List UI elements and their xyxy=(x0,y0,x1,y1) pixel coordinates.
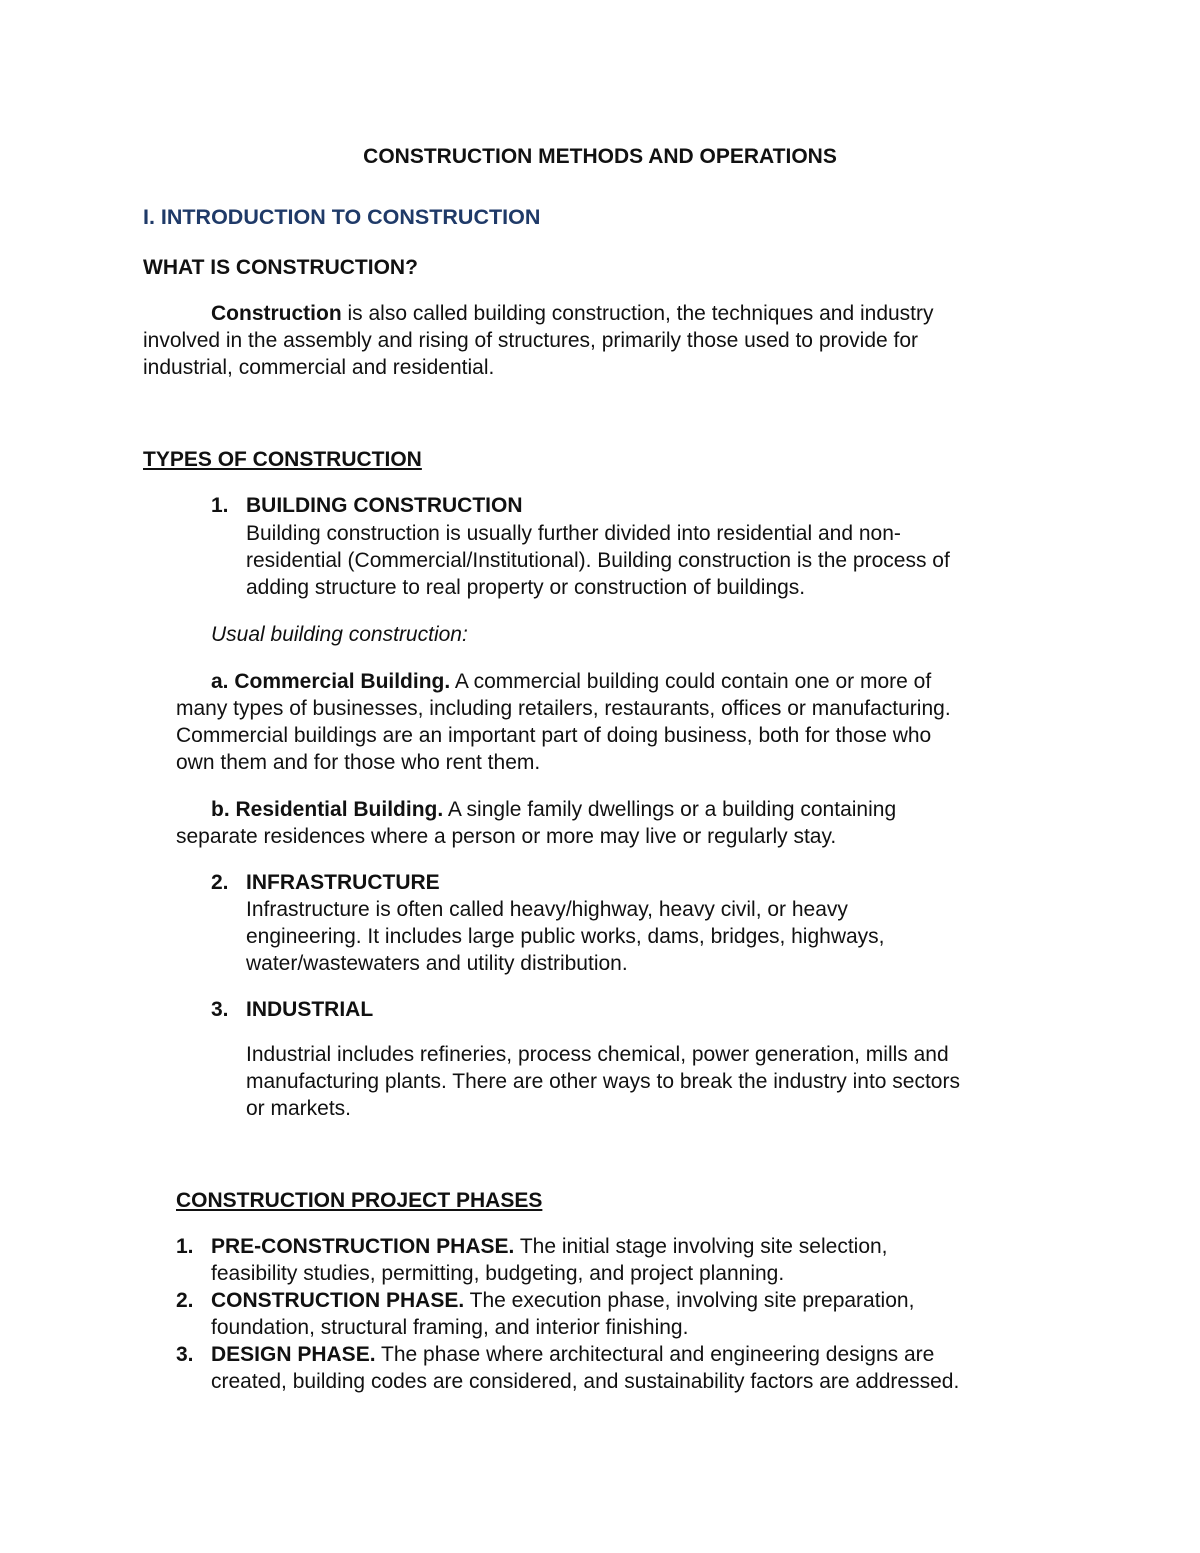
commercial-term: a. Commercial Building. xyxy=(211,670,451,693)
building-text-2: residential (Commercial/Institutional). Building construction is the process of xyxy=(246,549,950,572)
infrastructure-text-2: engineering. It includes large public works, dams, bridges, highways, xyxy=(246,925,885,948)
industrial-title: INDUSTRIAL xyxy=(246,998,374,1021)
list-number: 2. xyxy=(176,1289,194,1312)
phase-3-text-1: The phase where architectural and engineering designs are xyxy=(375,1343,935,1366)
list-number: 2. xyxy=(211,871,229,894)
infrastructure-text-1: Infrastructure is often called heavy/highway, heavy civil, or heavy xyxy=(246,898,848,921)
definition-line-1 xyxy=(211,300,934,327)
building-text-3: adding structure to real property or construction of buildings. xyxy=(246,576,806,599)
definition-text-1: is also called building construction, the techniques and industry xyxy=(341,302,934,325)
document-title: CONSTRUCTION METHODS AND OPERATIONS xyxy=(363,145,837,168)
building-text-1: Building construction is usually further divided into residential and non- xyxy=(246,522,901,545)
commercial-text-4: own them and for those who rent them. xyxy=(176,751,541,774)
definition-line-2: involved in the assembly and rising of structures, primarily those used to provide for xyxy=(143,329,919,352)
definition-term: Construction xyxy=(211,302,342,325)
phase-1-text-2: feasibility studies, permitting, budgeting, and project planning. xyxy=(211,1262,785,1285)
phase-1-text-1: The initial stage involving site selection, xyxy=(514,1235,888,1258)
list-number: 1. xyxy=(176,1235,194,1258)
residential-line-1 xyxy=(211,796,896,823)
phase-3-line-1 xyxy=(211,1341,934,1368)
phase-2-text-1: The execution phase, involving site preparation, xyxy=(464,1289,915,1312)
commercial-text-2: many types of businesses, including retailers, restaurants, offices or manufacturing. xyxy=(176,697,951,720)
industrial-text-3: or markets. xyxy=(246,1097,352,1120)
section-heading-introduction: I. INTRODUCTION TO CONSTRUCTION xyxy=(143,205,541,229)
list-number: 3. xyxy=(211,998,229,1021)
residential-term: b. Residential Building. xyxy=(211,798,444,821)
section-heading-types: TYPES OF CONSTRUCTION xyxy=(143,448,422,471)
list-number: 3. xyxy=(176,1343,194,1366)
phase-2-line-1 xyxy=(211,1287,914,1314)
phase-2-term: CONSTRUCTION PHASE. xyxy=(211,1289,465,1312)
usual-building-label: Usual building construction: xyxy=(211,623,468,646)
subheading-what-is-construction: WHAT IS CONSTRUCTION? xyxy=(143,256,418,279)
infrastructure-title: INFRASTRUCTURE xyxy=(246,871,440,894)
phase-1-term: PRE-CONSTRUCTION PHASE. xyxy=(211,1235,515,1258)
list-number: 1. xyxy=(211,494,229,517)
residential-text-2: separate residences where a person or more may live or regularly stay. xyxy=(176,825,837,848)
commercial-text-1: A commercial building could contain one or more of xyxy=(450,670,932,693)
phase-3-text-2: created, building codes are considered, and sustainability factors are addressed. xyxy=(211,1370,960,1393)
infrastructure-text-3: water/wastewaters and utility distribution. xyxy=(246,952,628,975)
residential-text-1: A single family dwellings or a building containing xyxy=(443,798,897,821)
definition-line-3: industrial, commercial and residential. xyxy=(143,356,495,379)
phase-3-term: DESIGN PHASE. xyxy=(211,1343,376,1366)
building-construction-title: BUILDING CONSTRUCTION xyxy=(246,494,523,517)
section-heading-phases: CONSTRUCTION PROJECT PHASES xyxy=(176,1189,543,1212)
phase-1-line-1 xyxy=(211,1233,888,1260)
commercial-line-1 xyxy=(211,668,931,695)
industrial-text-2: manufacturing plants. There are other ways to break the industry into sectors xyxy=(246,1070,960,1093)
commercial-text-3: Commercial buildings are an important part of doing business, both for those who xyxy=(176,724,932,747)
phase-2-text-2: foundation, structural framing, and interior finishing. xyxy=(211,1316,689,1339)
industrial-text-1: Industrial includes refineries, process chemical, power generation, mills and xyxy=(246,1043,949,1066)
